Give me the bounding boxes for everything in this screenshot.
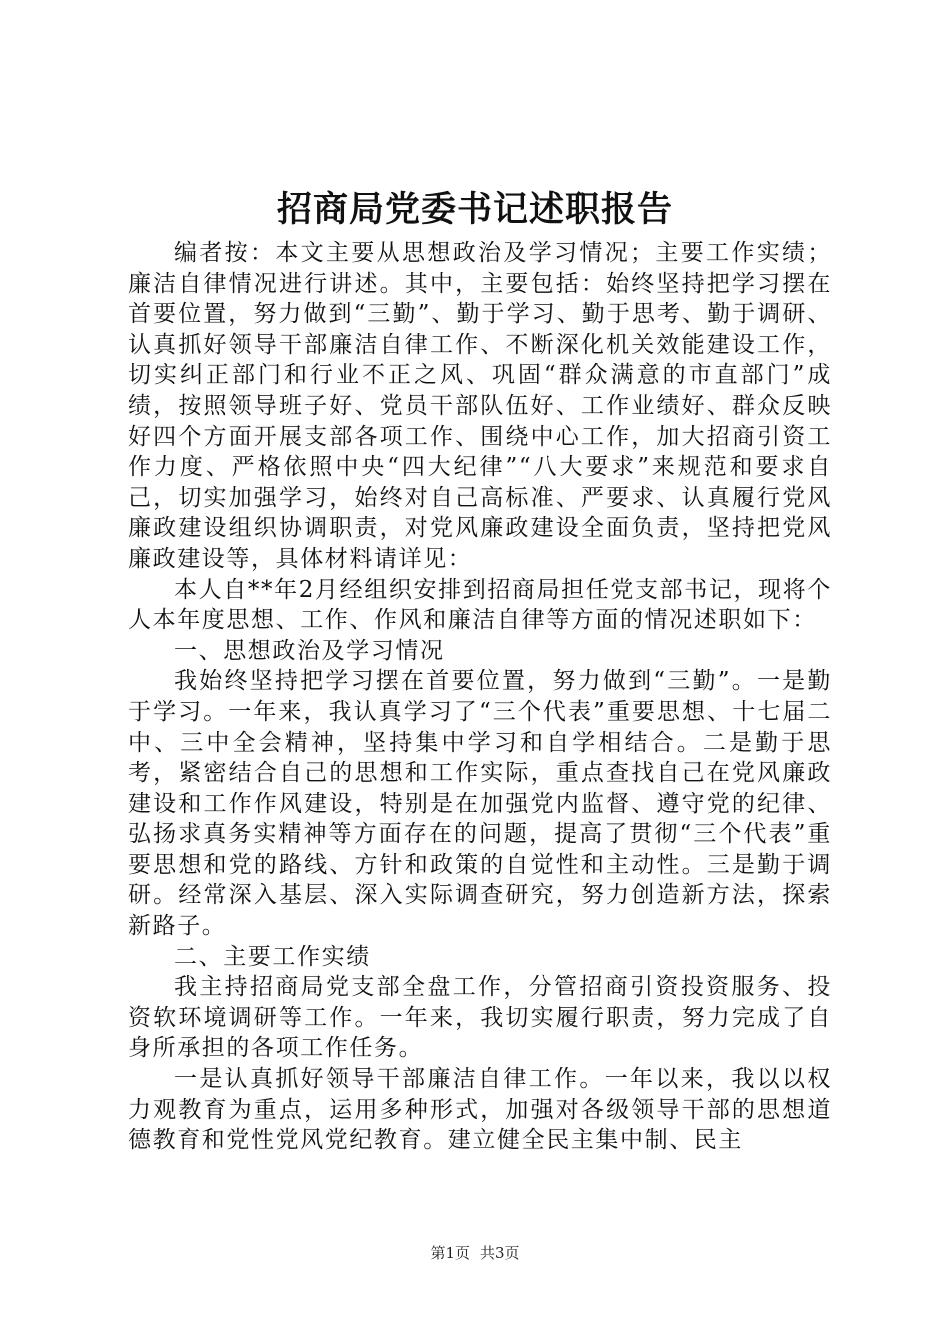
section-1-paragraph: 我始终坚持把学习摆在首要位置，努力做到“三勤”。一是勤于学习。一年来，我认真学习了“三个代表”重要思想、十七届二中、三中全会精神，坚持集中学习和自学相结合。二是勤于思考，紧密结合自己的思想和工作实际，重点查找自己在党风廉政建设和工作作风建设，特别是在加强党内监督、遵守党的纪律、弘扬求真务实精神等方面存在的问题，提高了贯彻“三个代表”重要思想和党的路线、方针和政策的自觉性和主动性。三是勤于调研。经常深入基层、深入实际调查研究，努力创造新方法，探索新路子。 (128, 668, 832, 940)
page-footer (0, 1243, 950, 1263)
page-number-total: 共3页 (480, 1244, 520, 1262)
section-2-paragraph-1: 我主持招商局党支部全盘工作，分管招商引资投资服务、投资软环境调研等工作。一年来，我切实履行职责，努力完成了自身所承担的各项工作任务。 (128, 974, 832, 1062)
intro-paragraph: 本人自**年2月经组织安排到招商局担任党支部书记，现将个人本年度思想、工作、作风和廉洁自律等方面的情况述职如下： (128, 576, 832, 634)
editor-note-paragraph: 编者按：本文主要从思想政治及学习情况；主要工作实绩；廉洁自律情况进行讲述。其中，主要包括：始终坚持把学习摆在首要位置，努力做到“三勤”、勤于学习、勤于思考、勤于调研、认真抓好领导干部廉洁自律工作、不断深化机关效能建设工作，切实纠正部门和行业不正之风、巩固“群众满意的市直部门”成绩，按照领导班子好、党员干部队伍好、工作业绩好、群众反映好四个方面开展支部各项工作、围绕中心工作，加大招商引资工作力度、严格依照中央“四大纪律”“八大要求”来规范和要求自己，切实加强学习，始终对自己高标准、严要求、认真履行党风廉政建设组织协调职责，对党风廉政建设全面负责，坚持把党风廉政建设等，具体材料请详见： (128, 240, 832, 572)
document-title: 招商局党委书记述职报告 (276, 189, 673, 230)
document-body (128, 238, 832, 1156)
page-number-current: 第1页 (430, 1244, 470, 1262)
section-heading-1: 一、思想政治及学习情况 (174, 637, 445, 664)
section-heading-2: 二、主要工作实绩 (174, 943, 371, 970)
section-2-paragraph-2: 一是认真抓好领导干部廉洁自律工作。一年以来，我以以权力观教育为重点，运用多种形式，加强对各级领导干部的思想道德教育和党性党风党纪教育。建立健全民主集中制、民主 (128, 1066, 832, 1154)
